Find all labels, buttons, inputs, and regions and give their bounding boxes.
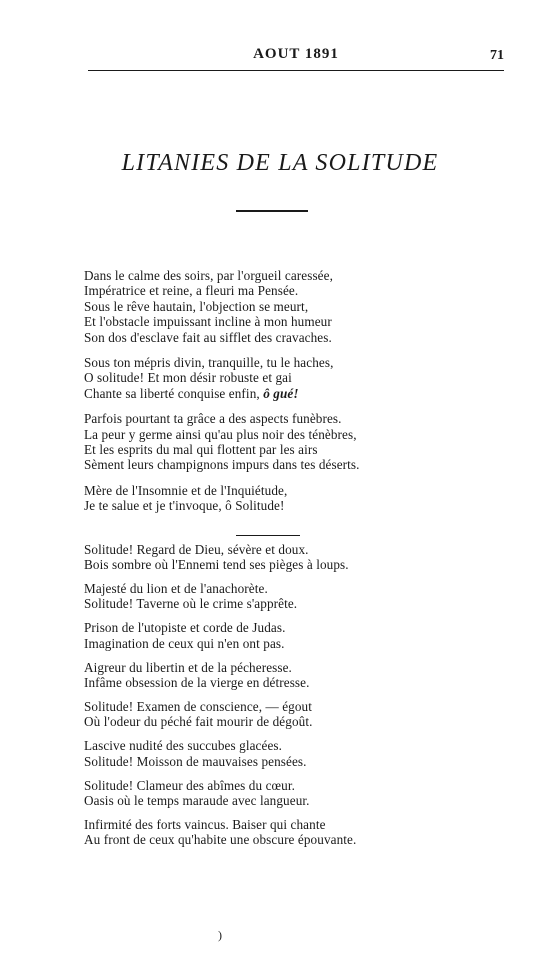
stanza-9 xyxy=(84,699,514,730)
verse-line: Bois sombre où l'Ennemi tend ses pièges à loups. xyxy=(84,557,349,573)
verse-line: Oasis où le temps maraude avec langueur. xyxy=(84,792,310,808)
verse-line: Solitude! Moisson de mauvaises pensées. xyxy=(84,753,307,769)
running-head-title: AOUT 1891 xyxy=(253,46,339,62)
verse-line: Son dos d'esclave fait au sifflet des cravaches. xyxy=(84,329,332,345)
verse-line: O solitude! Et mon désir robuste et gai xyxy=(84,370,292,386)
verse-line: Où l'odeur du péché fait mourir de dégoût. xyxy=(84,714,313,730)
verse-line: Et l'obstacle impuissant incline à mon humeur xyxy=(84,314,332,330)
stanza-10 xyxy=(84,738,514,769)
verse-line: La peur y germe ainsi qu'au plus noir des ténèbres, xyxy=(84,426,357,442)
verse-line: Au front de ceux qu'habite une obscure épouvante. xyxy=(84,832,357,848)
verse-line: Majesté du lion et de l'anachorète. xyxy=(84,581,268,596)
verse-line: Solitude! Taverne où le crime s'apprête. xyxy=(84,596,298,612)
stanza-5 xyxy=(84,542,514,573)
footer-mark: ) xyxy=(218,928,222,942)
verse-line: Je te salue et je t'invoque, ô Solitude! xyxy=(84,498,285,514)
stanza-6 xyxy=(84,581,514,612)
verse-line: Sous le rêve hautain, l'objection se meurt, xyxy=(84,298,309,314)
stanza-8 xyxy=(84,660,514,691)
verse-line: Sèment leurs champignons impurs dans tes déserts. xyxy=(84,457,360,473)
poem-body xyxy=(84,268,514,848)
verse-line: Impératrice et reine, a fleuri ma Pensée. xyxy=(84,283,299,299)
verse-line: Aigreur du libertin et de la pécheresse. xyxy=(84,659,292,675)
verse-line: Dans le calme des soirs, par l'orgueil caressée, xyxy=(84,268,333,283)
verse-line: Parfois pourtant ta grâce a des aspects funèbres. xyxy=(84,411,342,427)
verse-line: Solitude! Examen de conscience, — égout xyxy=(84,698,313,714)
stanza-11 xyxy=(84,778,514,809)
verse-line: Et les esprits du mal qui flottent par les airs xyxy=(84,442,318,458)
italic-refrain: ô gué! xyxy=(263,385,299,401)
section-rule xyxy=(236,535,300,536)
verse-line: Mère de l'Insomnie et de l'Inquiétude, xyxy=(84,482,288,498)
verse-line: Infâme obsession de la vierge en détresse. xyxy=(84,675,310,691)
verse-line: Prison de l'utopiste et corde de Judas. xyxy=(84,620,286,636)
poem-title: LITANIES DE LA SOLITUDE xyxy=(121,150,439,176)
stanza-1 xyxy=(84,268,514,345)
stanza-4 xyxy=(84,483,514,514)
verse-line-text: Chante sa liberté conquise enfin, xyxy=(84,385,260,401)
page-number: 71 xyxy=(490,48,504,63)
verse-line xyxy=(84,386,514,401)
verse-line: Lascive nudité des succubes glacées. xyxy=(84,738,283,754)
header-rule xyxy=(88,70,504,71)
verse-line: Imagination de ceux qui n'en ont pas. xyxy=(84,635,285,651)
title-rule xyxy=(236,210,308,212)
running-head xyxy=(88,44,504,70)
verse-line: Sous ton mépris divin, tranquille, tu le haches, xyxy=(84,355,334,371)
verse-line: Solitude! Regard de Dieu, sévère et doux. xyxy=(84,541,309,557)
verse-line: Solitude! Clameur des abîmes du cœur. xyxy=(84,777,295,793)
stanza-2 xyxy=(84,355,514,401)
stanza-3 xyxy=(84,411,514,473)
stanza-7 xyxy=(84,620,514,651)
stanza-12 xyxy=(84,817,514,848)
verse-line: Infirmité des forts vaincus. Baiser qui chante xyxy=(84,816,326,832)
